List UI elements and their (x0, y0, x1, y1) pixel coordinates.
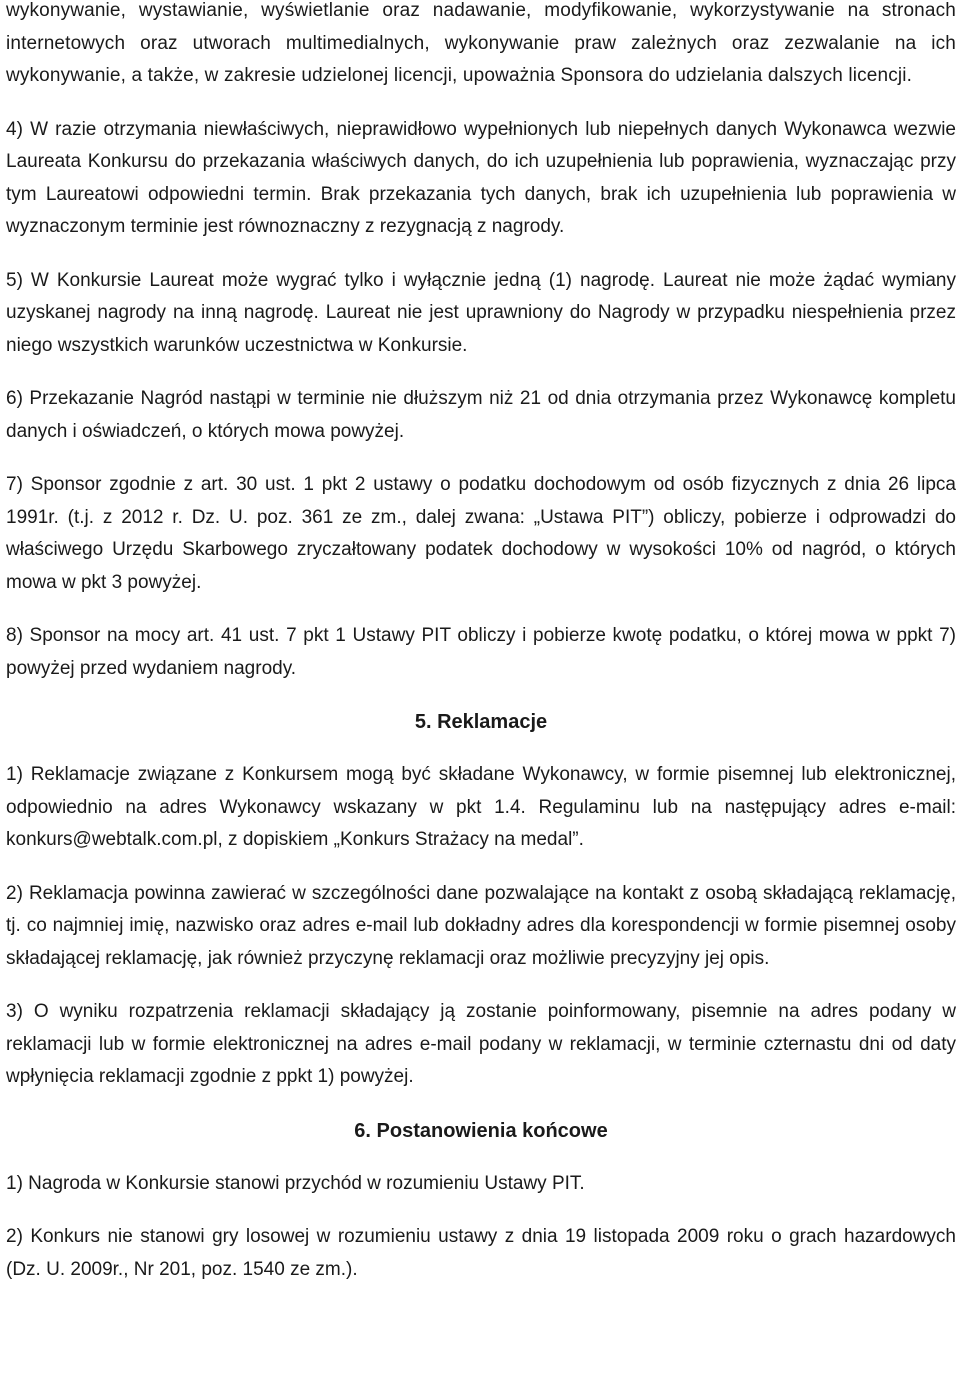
paragraph-5-1: 1) Reklamacje związane z Konkursem mogą być składane Wykonawcy, w formie pisemnej lub elektronicznej, odpowiednio na adres Wykonawcy wskazany w pkt 1.4. Regulaminu lub na następujący adres e-mail: konkurs@webtalk.com.pl, z dopiskiem „Konkurs Strażacy na medal”. (6, 764, 956, 850)
section-6-heading: 6. Postanowienia końcowe (354, 1119, 608, 1142)
document-page (6, 0, 956, 1307)
paragraph-4-4: 7) Sponsor zgodnie z art. 30 ust. 1 pkt 2 ustawy o podatku dochodowym od osób fizycznych z dnia 26 lipca 1991r. (t.j. z 2012 r. Dz. U. poz. 361 ze zm., dalej zwana: „Ustawa PIT”) obliczy, pobierze i odprowadzi do właściwego Urzędu Skarbowego zryczałtowany podatek dochodowy w wysokości 10% od nagród, o których mowa w pkt 3 powyżej. (6, 474, 956, 593)
paragraph-4-3: 6) Przekazanie Nagród nastąpi w terminie nie dłuższym niż 21 od dnia otrzymania przez Wykonawcę kompletu danych i oświadczeń, o których mowa powyżej. (6, 388, 956, 442)
section-5-heading: 5. Reklamacje (414, 711, 548, 733)
paragraph-4-5: 8) Sponsor na mocy art. 41 ust. 7 pkt 1 Ustawy PIT obliczy i pobierze kwotę podatku, o której mowa w ppkt 7) powyżej przed wydaniem nagrody. (6, 625, 956, 679)
paragraph-5-3: 3) O wyniku rozpatrzenia reklamacji składający ją zostanie poinformowany, pisemnie na adres podany w reklamacji lub w formie elektronicznej na adres e-mail podany w reklamacji, w terminie czternastu dni od daty wpłynięcia reklamacji zgodnie z ppkt 1) powyżej. (6, 1001, 956, 1087)
paragraph-5-2: 2) Reklamacja powinna zawierać w szczególności dane pozwalające na kontakt z osobą składającą reklamację, tj. co najmniej imię, nazwisko oraz adres e-mail lub dokładny adres dla korespondencji w formie pisemnej osoby składającej reklamację, jak również przyczynę reklamacji oraz możliwie precyzyjny jej opis. (6, 882, 956, 969)
paragraph-4-2: 5) W Konkursie Laureat może wygrać tylko i wyłącznie jedną (1) nagrodę. Laureat nie może żądać wymiany uzyskanej nagrody na inną nagrodę. Laureat nie jest uprawniony do Nagrody w przypadku niespełnienia przez niego wszystkich warunków uczestnictwa w Konkursie. (6, 269, 956, 356)
paragraph-4-1: 4) W razie otrzymania niewłaściwych, nieprawidłowo wypełnionych lub niepełnych danych Wykonawca wezwie Laureata Konkursu do przekazania właściwych danych, do ich uzupełnienia lub poprawienia, wyznaczając przy tym Laureatowi odpowiedni termin. Brak przekazania tych danych, brak ich uzupełnienia lub poprawienia w wyznaczonym terminie jest równoznaczny z rezygnacją z nagrody. (6, 118, 956, 237)
paragraph-6-1: 1) Nagroda w Konkursie stanowi przychód w rozumieniu Ustawy PIT. (6, 1172, 585, 1194)
paragraph-6-2: 2) Konkurs nie stanowi gry losowej w rozumieniu ustawy z dnia 19 listopada 2009 roku o grach hazardowych (Dz. U. 2009r., Nr 201, poz. 1540 ze zm.). (6, 1226, 956, 1280)
intro-paragraph: wykonywanie, wystawianie, wyświetlanie oraz nadawanie, modyfikowanie, wykorzystywanie na stronach internetowych oraz utworach multimedialnych, wykonywanie praw zależnych oraz zezwalanie na ich wykonywanie, a także, w zakresie udzielonej licencji, upoważnia Sponsora do udzielania dalszych licencji. (6, 0, 956, 86)
